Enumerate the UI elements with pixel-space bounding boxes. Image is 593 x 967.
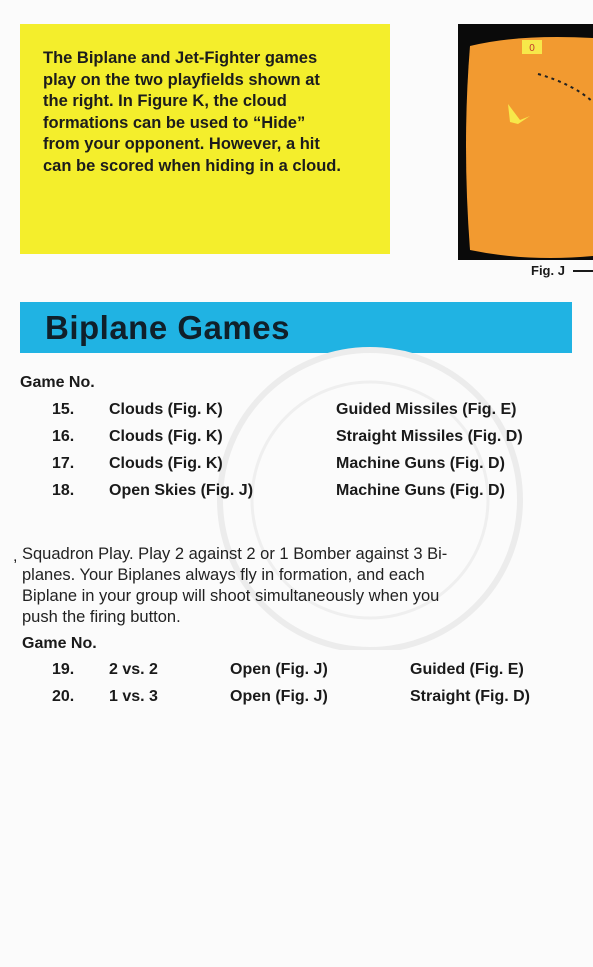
table-row [0, 482, 593, 504]
playfield-cell: Clouds (Fig. K) [109, 401, 223, 418]
section-title: Biplane Games [45, 309, 290, 346]
game-number: 19. [52, 661, 75, 678]
playfield-cell: Clouds (Fig. K) [109, 455, 223, 472]
score-digit: 0 [529, 43, 535, 54]
section-header [20, 302, 572, 353]
squadron-paragraph [22, 544, 582, 628]
teams-cell: 2 vs. 2 [109, 661, 158, 678]
playfield-cell: Open Skies (Fig. J) [109, 482, 254, 499]
weapon-cell: Straight (Fig. D) [410, 688, 530, 705]
playfield-figure [458, 24, 593, 260]
caption-leader [573, 270, 593, 272]
table-row [0, 428, 593, 450]
squadron-text: Squadron Play. Play 2 against 2 or 1 Bomber against 3 Bi- planes. Your Biplanes always fly in formation, and each Biplane in your group will shoot simultaneously when you push the firing button. [22, 545, 448, 626]
table-row [0, 661, 593, 683]
weapon-cell: Machine Guns (Fig. D) [336, 455, 505, 472]
game-number: 20. [52, 688, 75, 705]
game-no-heading: Game No. [20, 374, 95, 391]
table-row [0, 688, 593, 710]
table-row [0, 455, 593, 477]
weapon-cell: Guided Missiles (Fig. E) [336, 401, 517, 418]
playfield-cell: Open (Fig. J) [230, 688, 328, 705]
figure-caption: Fig. J [531, 263, 565, 278]
weapon-cell: Straight Missiles (Fig. D) [336, 428, 523, 445]
intro-text: The Biplane and Jet-Fighter games play on the two playfields shown at the right. In Figure K, the cloud formations can be used to “Hide” from your opponent. However, a hit can be scored when hiding in a cloud. [43, 49, 341, 175]
teams-cell: 1 vs. 3 [109, 688, 158, 705]
table-row [0, 401, 593, 423]
playfield-screen [458, 24, 593, 260]
orange-playfield [466, 37, 593, 258]
weapon-cell: Guided (Fig. E) [410, 661, 524, 678]
game-number: 15. [52, 401, 75, 418]
game-number: 17. [52, 455, 75, 472]
game-number: 18. [52, 482, 75, 499]
game-number: 16. [52, 428, 75, 445]
stray-mark: , [13, 548, 18, 565]
game-no-heading: Game No. [22, 635, 97, 652]
weapon-cell: Machine Guns (Fig. D) [336, 482, 505, 499]
playfield-cell: Open (Fig. J) [230, 661, 328, 678]
playfield-cell: Clouds (Fig. K) [109, 428, 223, 445]
